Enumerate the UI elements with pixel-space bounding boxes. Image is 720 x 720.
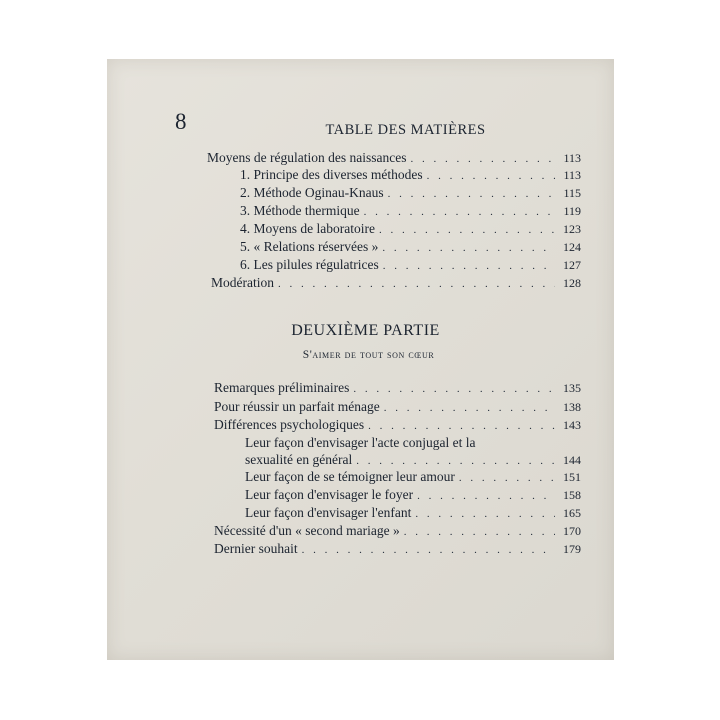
toc-entry: 3. Méthode thermique . . . 119 <box>240 203 581 220</box>
toc-entry: 4. Moyens de laboratoire . . . 123 <box>240 221 581 238</box>
part-subtitle: S'aimer de tout son cœur <box>302 349 435 361</box>
toc-entry: Nécessité d'un « second mariage » . . . 170 <box>214 523 581 540</box>
part-title: DEUXIÈME PARTIE <box>291 322 440 339</box>
toc-entry: Dernier souhait . . . 179 <box>214 541 581 558</box>
toc-entry: Leur façon d'envisager l'enfant . . . 165 <box>245 505 581 522</box>
toc-entry: Différences psychologiques . . . 143 <box>214 417 581 434</box>
toc-entry: sexualité en général . . . 144 <box>245 452 581 469</box>
toc-entry: 5. « Relations réservées » . . . 124 <box>240 239 581 256</box>
toc-entry: Remarques préliminaires . . . 135 <box>214 380 581 397</box>
toc-entry: 1. Principe des diverses méthodes . . . 113 <box>240 167 581 184</box>
book-page <box>107 59 614 660</box>
toc-entry: Leur façon de se témoigner leur amour . . . 151 <box>245 469 581 486</box>
toc-entry: Pour réussir un parfait ménage . . . 138 <box>214 399 581 416</box>
toc-entry: Leur façon d'envisager le foyer . . . 158 <box>245 487 581 504</box>
toc-entry-line: Leur façon d'envisager l'acte conjugal et la <box>245 435 476 450</box>
toc-entry: 6. Les pilules régulatrices . . . 127 <box>240 257 581 274</box>
toc-heading: TABLE DES MATIÈRES <box>325 122 486 138</box>
page-number: 8 <box>175 109 187 134</box>
toc-entry: Moyens de régulation des naissances . . . 113 <box>207 150 581 167</box>
toc-entry: 2. Méthode Oginau-Knaus . . . 115 <box>240 185 581 202</box>
toc-entry: Modération . . . 128 <box>211 275 581 292</box>
